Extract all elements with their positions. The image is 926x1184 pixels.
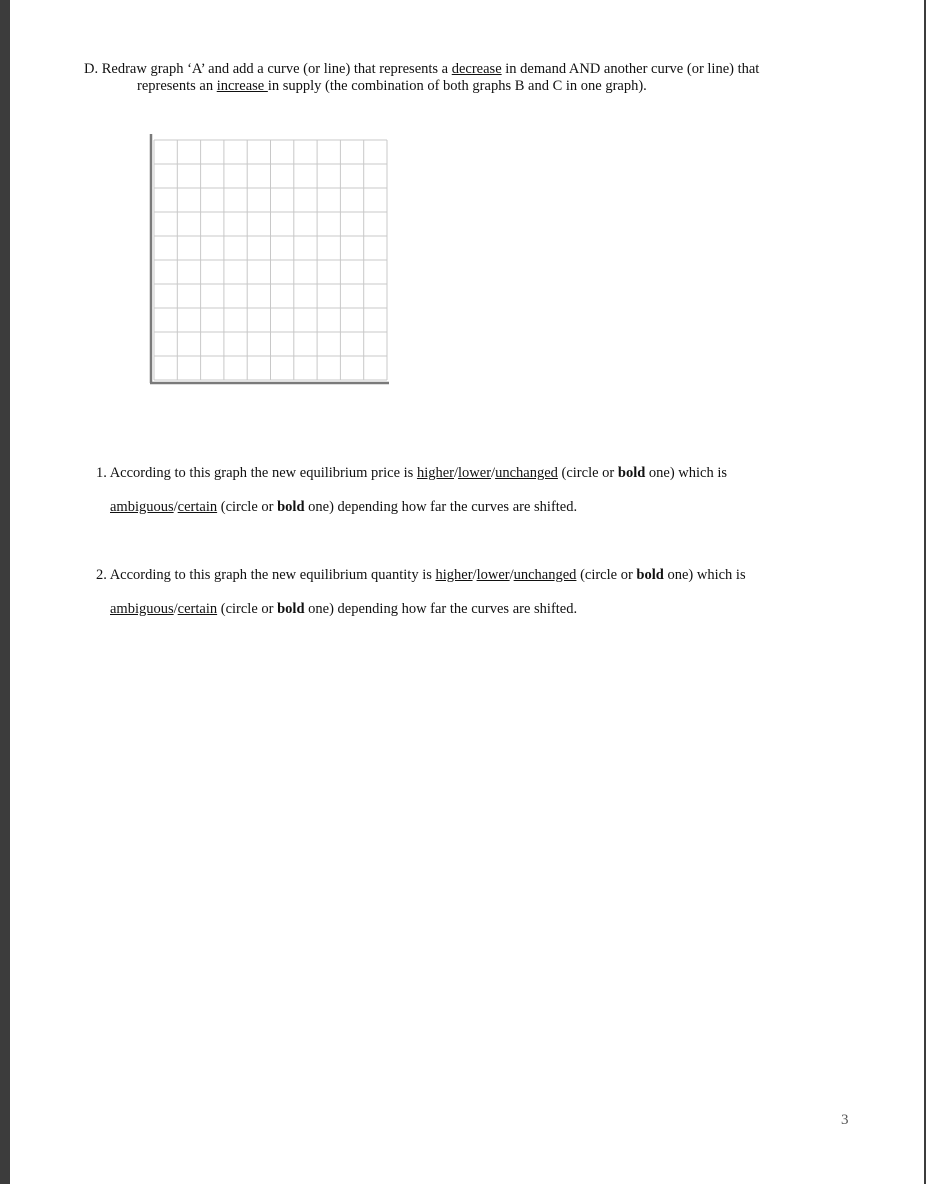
option-ambiguous[interactable]: ambiguous [110,601,174,617]
bold-word: bold [277,499,305,515]
question-text: (circle or [557,465,618,481]
separator: / [173,499,178,515]
section-d-line-1 [84,61,844,78]
question-2-number: 2. [96,567,107,583]
graph-grid-svg [141,133,391,386]
section-d-text: in supply (the combination of both graphs B and C in one graph). [267,78,647,94]
section-d-text: Redraw graph ‘A’ and add a curve (or line) that represents a [101,61,452,77]
option-higher[interactable]: higher [416,465,454,481]
question-1-continuation [96,499,816,516]
question-text: (circle or [217,499,278,515]
question-1 [96,465,816,516]
increase-word: increase [216,78,268,94]
separator: / [491,465,496,481]
question-text: one) depending how far the curves are shifted. [304,601,578,617]
section-d-text: in demand AND another curve (or line) that [501,61,760,77]
separator: / [472,567,477,583]
option-higher[interactable]: higher [435,567,473,583]
question-text: According to this graph the new equilibrium price is [109,465,417,481]
question-text: (circle or [576,567,637,583]
bold-word: bold [617,465,646,481]
section-d-text: represents an [137,78,217,94]
page-number: 3 [841,1112,849,1128]
question-text: (circle or [217,601,278,617]
question-2 [96,567,816,618]
separator: / [454,465,459,481]
question-text: one) which is [645,465,728,481]
section-d-label: D. [84,61,99,77]
option-certain[interactable]: certain [177,601,218,617]
bold-word: bold [277,601,305,617]
option-unchanged[interactable]: unchanged [513,567,577,583]
option-lower[interactable]: lower [476,567,510,583]
separator: / [509,567,514,583]
question-text: one) depending how far the curves are shifted. [304,499,578,515]
section-d-instructions [84,61,844,95]
option-lower[interactable]: lower [458,465,492,481]
section-d-line-2 [84,78,844,95]
decrease-word: decrease [451,61,502,77]
question-1-number: 1. [96,465,107,481]
option-unchanged[interactable]: unchanged [495,465,558,481]
option-certain[interactable]: certain [177,499,218,515]
blank-graph-grid[interactable] [141,133,391,386]
bold-word: bold [636,567,664,583]
document-page [10,0,924,1184]
question-text: According to this graph the new equilibrium quantity is [109,567,436,583]
separator: / [173,601,178,617]
question-2-continuation [96,601,816,618]
option-ambiguous[interactable]: ambiguous [110,499,174,515]
question-text: one) which is [663,567,746,583]
